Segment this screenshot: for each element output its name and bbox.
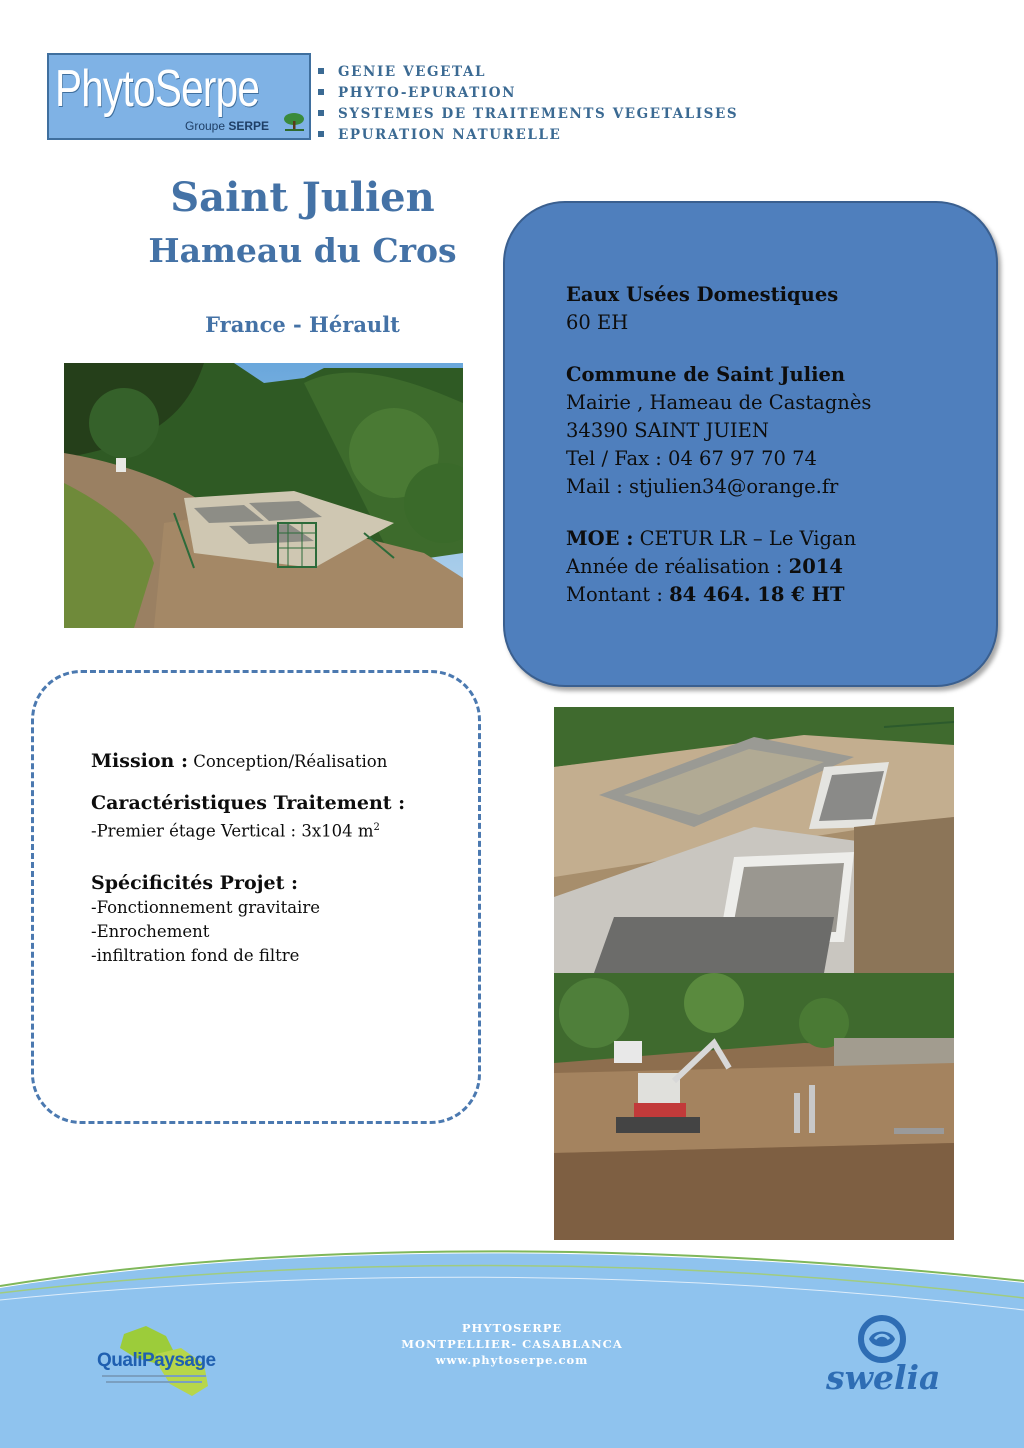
footer-company: PHYTOSERPE <box>461 1321 563 1335</box>
project-title: Saint Julien <box>170 174 435 221</box>
site-photo-filters <box>554 707 954 973</box>
footer-website[interactable]: www.phytoserpe.com <box>435 1353 589 1367</box>
service-item: SYSTEMES DE TRAITEMENTS VEGETALISES <box>318 104 738 125</box>
caract-item: -Premier étage Vertical : 3x104 $m^2$ <box>91 821 380 841</box>
specs-item: -Fonctionnement gravitaire <box>91 897 320 917</box>
caract-heading: Caractéristiques Traitement : <box>91 792 406 814</box>
service-item: PHYTO-EPURATION <box>318 83 738 104</box>
phone: Tel / Fax : 04 67 97 70 74 <box>566 447 817 470</box>
address-line-2: 34390 SAINT JUIEN <box>566 419 769 442</box>
swelia-logo-icon <box>857 1315 907 1363</box>
logo-group-label <box>185 119 269 133</box>
capacity: 60 EH <box>566 311 629 334</box>
site-photo-construction <box>554 973 954 1240</box>
logo-group-prefix: Groupe <box>185 119 226 133</box>
logo-tree-icon <box>283 111 305 133</box>
project-subtitle: Hameau du Cros <box>148 231 457 270</box>
footer-cities: MONTPELLIER- CASABLANCA <box>401 1337 623 1351</box>
mission-line: Mission : Conception/Réalisation <box>91 750 388 772</box>
site-photo-overview <box>64 363 463 628</box>
services-list <box>318 62 738 146</box>
amount-line: Montant : 84 464. 18 € HT <box>566 583 845 606</box>
wastewater-type: Eaux Usées Domestiques <box>566 283 839 306</box>
service-item: GENIE VEGETAL <box>318 62 738 83</box>
moe-line: MOE : CETUR LR – Le Vigan <box>566 527 857 550</box>
specs-heading: Spécificités Projet : <box>91 871 298 894</box>
client-name: Commune de Saint Julien <box>566 363 846 386</box>
mission-panel-text <box>91 748 405 968</box>
specs-item: -infiltration fond de filtre <box>91 945 300 965</box>
qualipaysage-wordmark: QualiPaysage <box>97 1350 216 1371</box>
specs-item: -Enrochement <box>91 921 210 941</box>
logo-wordmark: PhytoSerpe <box>55 60 260 118</box>
swelia-wordmark: swelia <box>826 1358 941 1397</box>
address-line-1: Mairie , Hameau de Castagnès <box>566 391 872 414</box>
year-line: Année de réalisation : 2014 <box>566 555 843 578</box>
info-panel-text <box>566 281 871 609</box>
email: Mail : stjulien34@orange.fr <box>566 475 839 498</box>
phytoserpe-logo <box>47 53 311 140</box>
service-item: EPURATION NATURELLE <box>318 125 738 146</box>
logo-group-name: SERPE <box>228 119 270 133</box>
project-region: France - Hérault <box>205 312 400 337</box>
